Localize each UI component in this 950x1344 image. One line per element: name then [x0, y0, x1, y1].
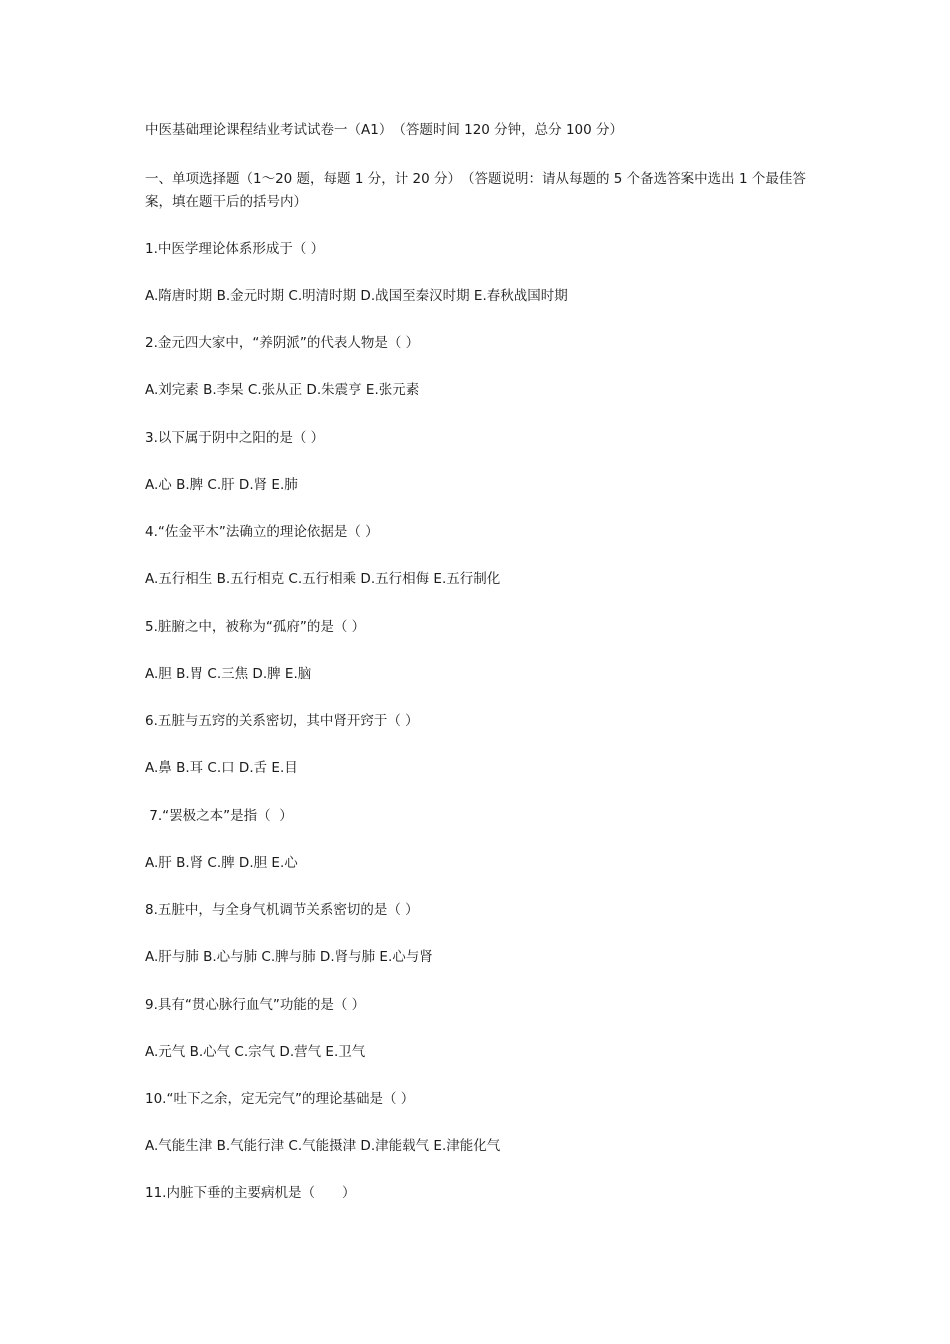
question-stem: 7.“罢极之本”是指（ ） — [145, 808, 293, 824]
question-stem: 6.五脏与五窍的关系密切，其中肾开窍于（ ） — [145, 713, 419, 729]
question-options: A.鼻 B.耳 C.口 D.舌 E.目 — [145, 760, 298, 776]
question-options: A.肝 B.肾 C.脾 D.胆 E.心 — [145, 855, 298, 871]
question-options: A.刘完素 B.李杲 C.张从正 D.朱震亨 E.张元素 — [145, 382, 420, 398]
question-options: A.元气 B.心气 C.宗气 D.营气 E.卫气 — [145, 1044, 366, 1060]
question-options: A.胆 B.胃 C.三焦 D.脾 E.脑 — [145, 666, 312, 682]
question-options: A.隋唐时期 B.金元时期 C.明清时期 D.战国至秦汉时期 E.春秋战国时期 — [145, 288, 568, 304]
question-options: A.心 B.脾 C.肝 D.肾 E.肺 — [145, 477, 298, 493]
question-options: A.五行相生 B.五行相克 C.五行相乘 D.五行相侮 E.五行制化 — [145, 571, 501, 587]
question-stem: 1.中医学理论体系形成于（ ） — [145, 241, 325, 257]
question-stem: 5.脏腑之中，被称为“孤府”的是（ ） — [145, 619, 366, 635]
section-heading: 一、单项选择题（1～20 题，每题 1 分，计 20 分） （答题说明：请从每题的 5 个备选答案中选出 1 个最佳答案，填在题干后的括号内） — [145, 171, 806, 210]
question-stem: 8.五脏中，与全身气机调节关系密切的是（ ） — [145, 902, 419, 918]
question-stem: 3.以下属于阴中之阳的是（ ） — [145, 430, 325, 446]
question-stem: 9.具有“贯心脉行血气”功能的是（ ） — [145, 997, 366, 1013]
question-options: A.肝与肺 B.心与肺 C.脾与肺 D.肾与肺 E.心与肾 — [145, 949, 433, 965]
question-stem: 2.金元四大家中，“养阴派”的代表人物是（ ） — [145, 335, 420, 351]
question-stem: 10.“吐下之余，定无完气”的理论基础是（ ） — [145, 1091, 415, 1107]
question-options: A.气能生津 B.气能行津 C.气能摄津 D.津能载气 E.津能化气 — [145, 1138, 501, 1154]
question-stem: 4.“佐金平木”法确立的理论依据是（ ） — [145, 524, 379, 540]
page-title: 中医基础理论课程结业考试试卷一（A1） （答题时间 120 分钟，总分 100 分） — [145, 122, 624, 138]
question-stem: 11.内脏下垂的主要病机是（ ） — [145, 1185, 356, 1201]
